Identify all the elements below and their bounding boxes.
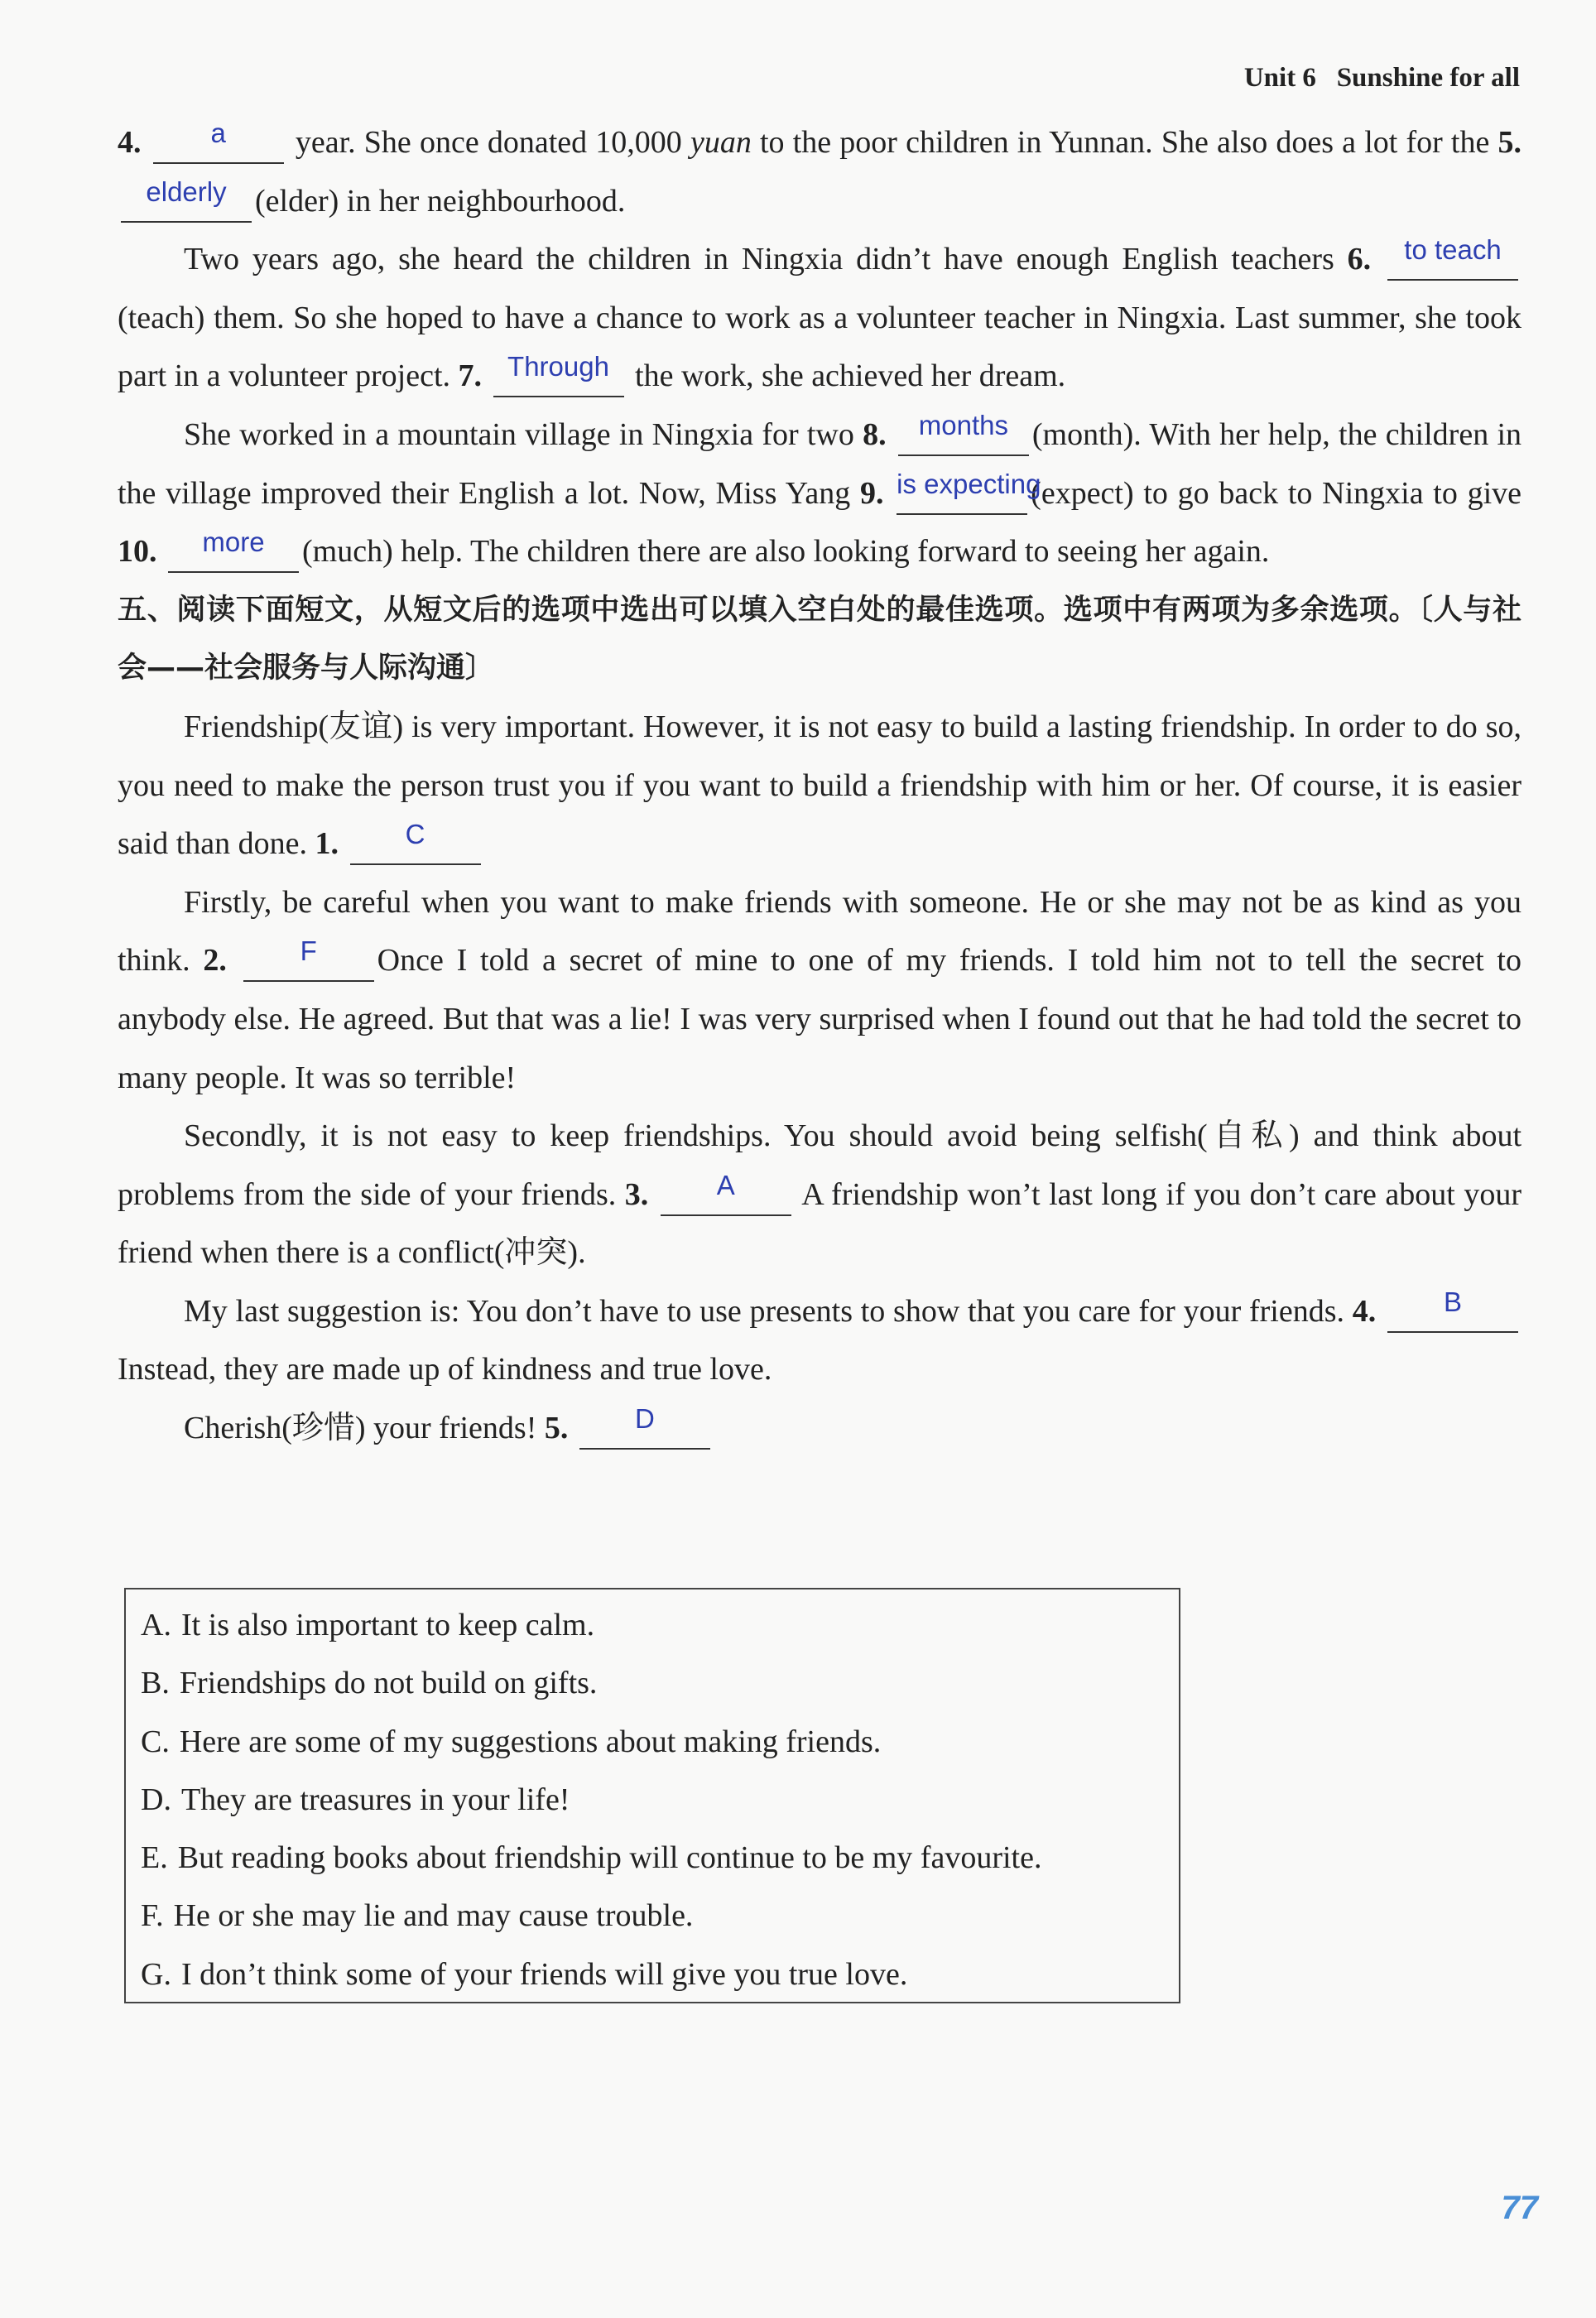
passage2-paragraph-2: Firstly, be careful when you want to make friends with someone. He or she may not be as kind as you think. 2. F Once I told a secret of mine to one of my friends. I told him not to tell the secret to anybody else. He agreed. But that was a lie! I was very surprised when I found out that he had told the secret to many people. It was so terrible!: [118, 884, 1521, 1095]
answer-text: is expecting: [897, 468, 1041, 499]
answer-blank: [661, 1169, 791, 1216]
passage2-paragraph-5: Cherish(珍惜) your friends! 5. D: [118, 1399, 1521, 1458]
question-number: 7.: [458, 358, 483, 394]
passage2-paragraph-4: My last suggestion is: You don’t have to use presents to show that you care for your friends. 4. B Instead, they are made up of kindness and true love.: [118, 1282, 1521, 1399]
answer-blank: [579, 1403, 710, 1450]
question-number: 4.: [1352, 1293, 1377, 1329]
answer-blank: [1387, 234, 1518, 281]
answer-text: B: [1443, 1286, 1462, 1317]
section-heading: 五、阅读下面短文，从短文后的选项中选出可以填入空白处的最佳选项。选项中有两项为多余选项。〔人与社会——社会服务与人际沟通〕: [118, 593, 1521, 685]
passage1-paragraph-3: She worked in a mountain village in Ningxia for two 8. months (month). With her help, the children in the village improved their English a lot. Now, Miss Yang 9. is expecting(expect) to go back to Ningxia to give 10. more (much) help. The children there are also looking forward to seeing her again.: [118, 406, 1521, 581]
answer-blank: [168, 527, 299, 573]
question-number: 10.: [118, 534, 157, 570]
answer-blank: [350, 819, 481, 865]
passage2-paragraph-1: Friendship(友谊) is very important. However, it is not easy to build a lasting friendship. In order to do so, you need to make the person trust you if you want to build a friendship with him or her. Of course, it is easier said than done. 1. C: [118, 698, 1521, 873]
answer-text: D: [634, 1403, 655, 1435]
page-number: 77: [1501, 2190, 1538, 2226]
question-number: 4.: [118, 125, 142, 160]
question-number: 5.: [544, 1411, 569, 1446]
option-b: B. Friendships do not build on gifts.: [141, 1666, 598, 1701]
answer-blank: [153, 118, 284, 164]
answer-text: C: [405, 819, 425, 850]
option-f: F. He or she may lie and may cause trouble.: [141, 1898, 694, 1934]
question-number: 8.: [863, 416, 887, 452]
question-number: 6.: [1347, 242, 1372, 277]
answer-blank: [898, 409, 1029, 456]
passage1-paragraph-2: Two years ago, she heard the children in Ningxia didn’t have enough English teachers 6. to teach(teach) them. So she hoped to have a chance to work as a volunteer teacher in Ningxia. Last summer, she took part in a volunteer project. 7. Through the work, she achieved her dream.: [118, 230, 1521, 406]
question-number: 3.: [624, 1176, 649, 1212]
passage2-paragraph-3: Secondly, it is not easy to keep friendships. You should avoid being selfish(自私) and think about problems from the side of your friends. 3. A A friendship won’t last long if you don’t care about your friend when there is a conflict(冲突).: [118, 1118, 1522, 1271]
unit-label: Unit 6: [1243, 63, 1316, 93]
option-d: D. They are treasures in your life!: [141, 1782, 570, 1817]
answer-text: months: [918, 409, 1008, 440]
answer-text: Through: [507, 351, 609, 382]
answer-blank: [121, 176, 252, 223]
answer-blank: [493, 351, 624, 397]
option-a: A. It is also important to keep calm.: [141, 1608, 595, 1642]
option-g: G. I don’t think some of your friends will give you true love.: [141, 1956, 908, 1992]
answer-text: a: [210, 118, 226, 148]
question-number: 2.: [203, 943, 227, 979]
answer-text: A: [716, 1169, 735, 1200]
answer-text: more: [202, 527, 265, 558]
answer-text: elderly: [146, 176, 227, 207]
options-box: [124, 1588, 1180, 2003]
question-number: 1.: [315, 826, 339, 862]
answer-text: to teach: [1404, 234, 1502, 266]
page-content: [118, 113, 1521, 1458]
question-number: 5.: [1497, 125, 1522, 160]
answer-blank: [1387, 1286, 1518, 1333]
passage1-paragraph-1: 4. a year. She once donated 10,000 yuan to the poor children in Yunnan. She also does a lot for the 5. elderly (elder) in her neighbourhood.: [118, 113, 1521, 230]
answer-text: F: [300, 935, 317, 967]
page-header: [1244, 63, 1520, 94]
answer-blank: [897, 468, 1041, 515]
unit-title: Sunshine for all: [1336, 63, 1520, 93]
option-e: E. But reading books about friendship will continue to be my favourite.: [141, 1840, 1042, 1876]
option-c: C. Here are some of my suggestions about making friends.: [141, 1724, 882, 1759]
answer-blank: [243, 935, 374, 982]
question-number: 9.: [859, 475, 884, 511]
